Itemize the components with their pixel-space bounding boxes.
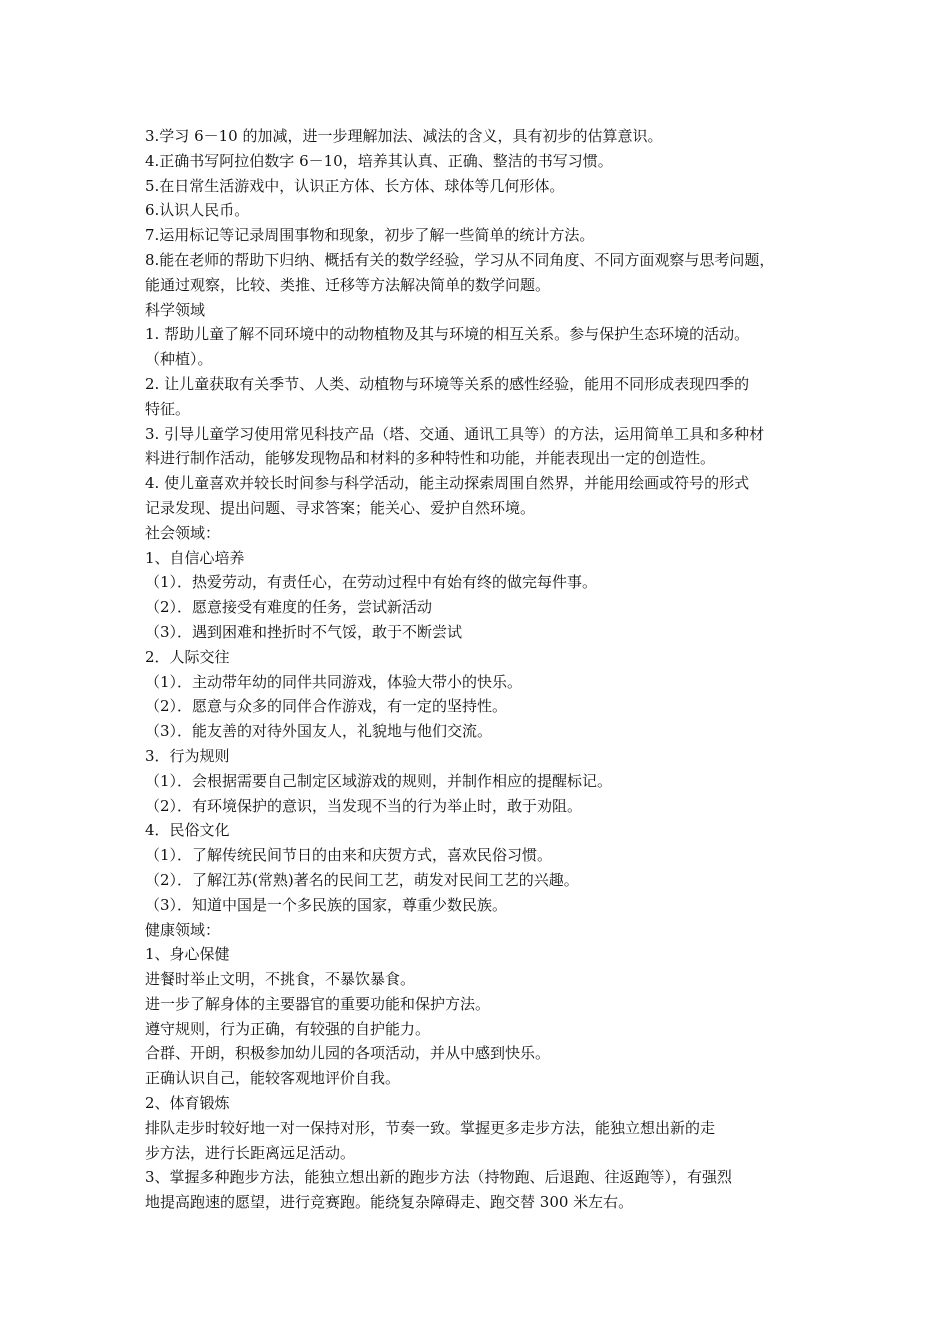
list-item: （1）．热爱劳动，有责任心，在劳动过程中有始有终的做完每件事。 xyxy=(145,573,598,592)
text-line: 步方法，进行长距离远足活动。 xyxy=(145,1143,356,1162)
subsection-heading: 2、体育锻炼 xyxy=(145,1094,230,1113)
text-line: 地提高跑速的愿望，进行竞赛跑。能绕复杂障碍走、跑交替 300 米左右。 xyxy=(145,1193,634,1212)
subsection-heading: 3．行为规则 xyxy=(145,746,230,765)
text-line: 3. 引导儿童学习使用常见科技产品（塔、交通、通讯工具等）的方法，运用简单工具和多种材 xyxy=(145,424,765,443)
text-line: 能通过观察，比较、类推、迁移等方法解决简单的数学问题。 xyxy=(145,275,551,294)
text-line: 特征。 xyxy=(145,399,191,418)
list-item: （3）．能友善的对待外国友人，礼貌地与他们交流。 xyxy=(145,722,493,741)
text-line: 4.正确书写阿拉伯数字 6－10，培养其认真、正确、整洁的书写习惯。 xyxy=(145,151,613,170)
text-line: 8.能在老师的帮助下归纳、概括有关的数学经验，学习从不同角度、不同方面观察与思考问题， xyxy=(145,250,775,269)
list-item: （2）．愿意接受有难度的任务，尝试新活动 xyxy=(145,598,433,617)
text-line: 5.在日常生活游戏中，认识正方体、长方体、球体等几何形体。 xyxy=(145,176,565,195)
text-line: 2. 让儿童获取有关季节、人类、动植物与环境等关系的感性经验，能用不同形成表现四季的 xyxy=(145,374,750,393)
section-heading-social: 社会领域： xyxy=(145,523,221,542)
text-line: （种植）。 xyxy=(145,350,213,369)
text-line: 4. 使儿童喜欢并较长时间参与科学活动，能主动探索周围自然界，并能用绘画或符号的形式 xyxy=(145,474,750,493)
document-page xyxy=(145,124,825,1215)
section-heading-health: 健康领域： xyxy=(145,920,221,939)
list-item: （3）．遇到困难和挫折时不气馁，敢于不断尝试 xyxy=(145,622,463,641)
list-item: （2）．有环境保护的意识，当发现不当的行为举止时，敢于劝阻。 xyxy=(145,796,583,815)
list-item: （1）．会根据需要自己制定区域游戏的规则，并制作相应的提醒标记。 xyxy=(145,771,613,790)
text-line: 进一步了解身体的主要器官的重要功能和保护方法。 xyxy=(145,994,491,1013)
text-line: 合群、开朗，积极参加幼儿园的各项活动，并从中感到快乐。 xyxy=(145,1044,551,1063)
text-line: 正确认识自己，能较客观地评价自我。 xyxy=(145,1069,401,1088)
list-item: （2）．愿意与众多的同伴合作游戏，有一定的坚持性。 xyxy=(145,697,508,716)
list-item: （3）．知道中国是一个多民族的国家，尊重少数民族。 xyxy=(145,895,508,914)
subsection-heading: 4．民俗文化 xyxy=(145,821,230,840)
list-item: （1）．了解传统民间节日的由来和庆贺方式，喜欢民俗习惯。 xyxy=(145,846,553,865)
text-line: 料进行制作活动，能够发现物品和材料的多种特性和功能，并能表现出一定的创造性。 xyxy=(145,449,716,468)
list-item: （1）．主动带年幼的同伴共同游戏，体验大带小的快乐。 xyxy=(145,672,523,691)
text-line: 6.认识人民币。 xyxy=(145,201,250,220)
text-line: 1. 帮助儿童了解不同环境中的动物植物及其与环境的相互关系。参与保护生态环境的活动。 xyxy=(145,325,750,344)
list-item: （2）．了解江苏(常熟)著名的民间工艺，萌发对民间工艺的兴趣。 xyxy=(145,870,579,889)
text-line: 记录发现、提出问题、寻求答案；能关心、爱护自然环境。 xyxy=(145,498,536,517)
subsection-heading: 1、自信心培养 xyxy=(145,548,245,567)
section-heading-science: 科学领域 xyxy=(145,300,206,319)
text-line: 进餐时举止文明，不挑食，不暴饮暴食。 xyxy=(145,970,416,989)
text-line: 7.运用标记等记录周围事物和现象，初步了解一些简单的统计方法。 xyxy=(145,226,595,245)
text-line: 3、掌握多种跑步方法，能独立想出新的跑步方法（持物跑、后退跑、往返跑等），有强烈 xyxy=(145,1168,733,1187)
subsection-heading: 1、身心保健 xyxy=(145,945,230,964)
text-line: 遵守规则，行为正确，有较强的自护能力。 xyxy=(145,1019,431,1038)
subsection-heading: 2．人际交往 xyxy=(145,647,230,666)
text-line: 排队走步时较好地一对一保持对形，节奏一致。掌握更多走步方法，能独立想出新的走 xyxy=(145,1118,716,1137)
text-line: 3.学习 6－10 的加减，进一步理解加法、减法的含义，具有初步的估算意识。 xyxy=(145,127,663,145)
